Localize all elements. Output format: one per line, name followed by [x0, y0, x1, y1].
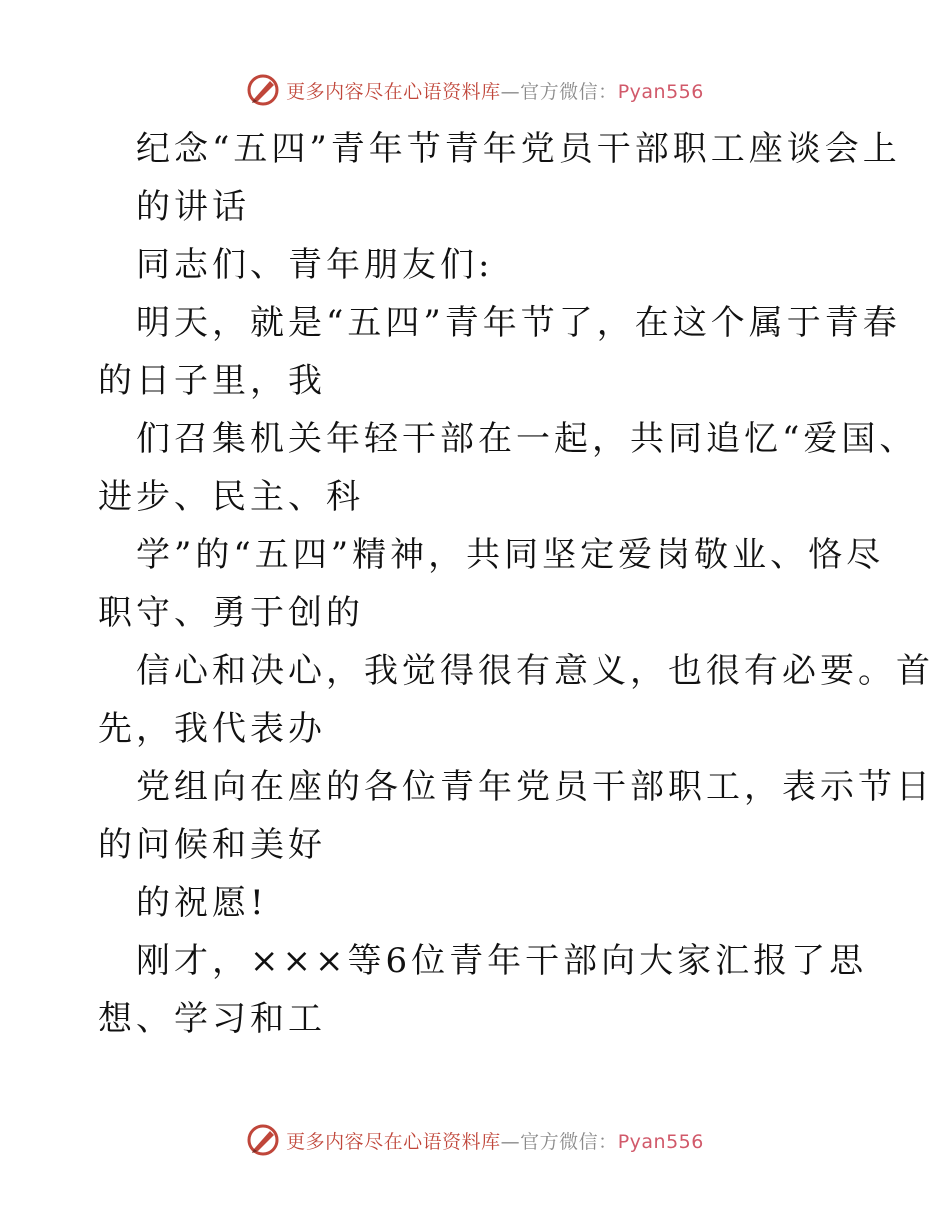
watermark-wechat-label: —官方微信：	[500, 1130, 618, 1153]
pen-logo-icon	[246, 73, 280, 107]
paragraph-line: 明天，就是“五四”青年节了，在这个属于青春	[136, 303, 901, 343]
paragraph-line: 的日子里，我	[98, 361, 326, 401]
paragraph-line: 的祝愿!	[136, 883, 268, 923]
watermark-wechat-id: Pyan556	[617, 80, 704, 103]
document-title-line: 纪念“五四”青年节青年党员干部职工座谈会上	[136, 129, 901, 169]
paragraph-line: 刚才，×××等6位青年干部向大家汇报了思	[136, 941, 868, 981]
document-title-line: 的讲话	[136, 187, 250, 227]
paragraph-line: 学”的“五四”精神，共同坚定爱岗敬业、恪尽	[136, 535, 885, 575]
paragraph-line: 党组向在座的各位青年党员干部职工，表示节日	[136, 767, 934, 807]
watermark-text	[286, 77, 704, 104]
paragraph-line: 的问候和美好	[98, 825, 326, 865]
paragraph-line: 职守、勇于创的	[98, 593, 364, 633]
watermark-library-name: 更多内容尽在心语资料库	[286, 1130, 501, 1153]
watermark-wechat-label: —官方微信：	[500, 80, 618, 103]
paragraph-line: 先，我代表办	[98, 709, 326, 749]
pen-logo-icon	[246, 1123, 280, 1157]
watermark-wechat-id: Pyan556	[617, 1130, 704, 1153]
header-watermark	[0, 70, 950, 110]
watermark-text	[286, 1127, 704, 1154]
paragraph-line: 进步、民主、科	[98, 477, 364, 517]
footer-watermark	[0, 1120, 950, 1160]
paragraph-line: 信心和决心，我觉得很有意义，也很有必要。首	[136, 651, 934, 691]
greeting-line: 同志们、青年朋友们:	[136, 245, 494, 285]
paragraph-line: 想、学习和工	[98, 999, 326, 1039]
paragraph-line: 们召集机关年轻干部在一起，共同追忆“爱国、	[136, 419, 918, 459]
watermark-library-name: 更多内容尽在心语资料库	[286, 80, 501, 103]
